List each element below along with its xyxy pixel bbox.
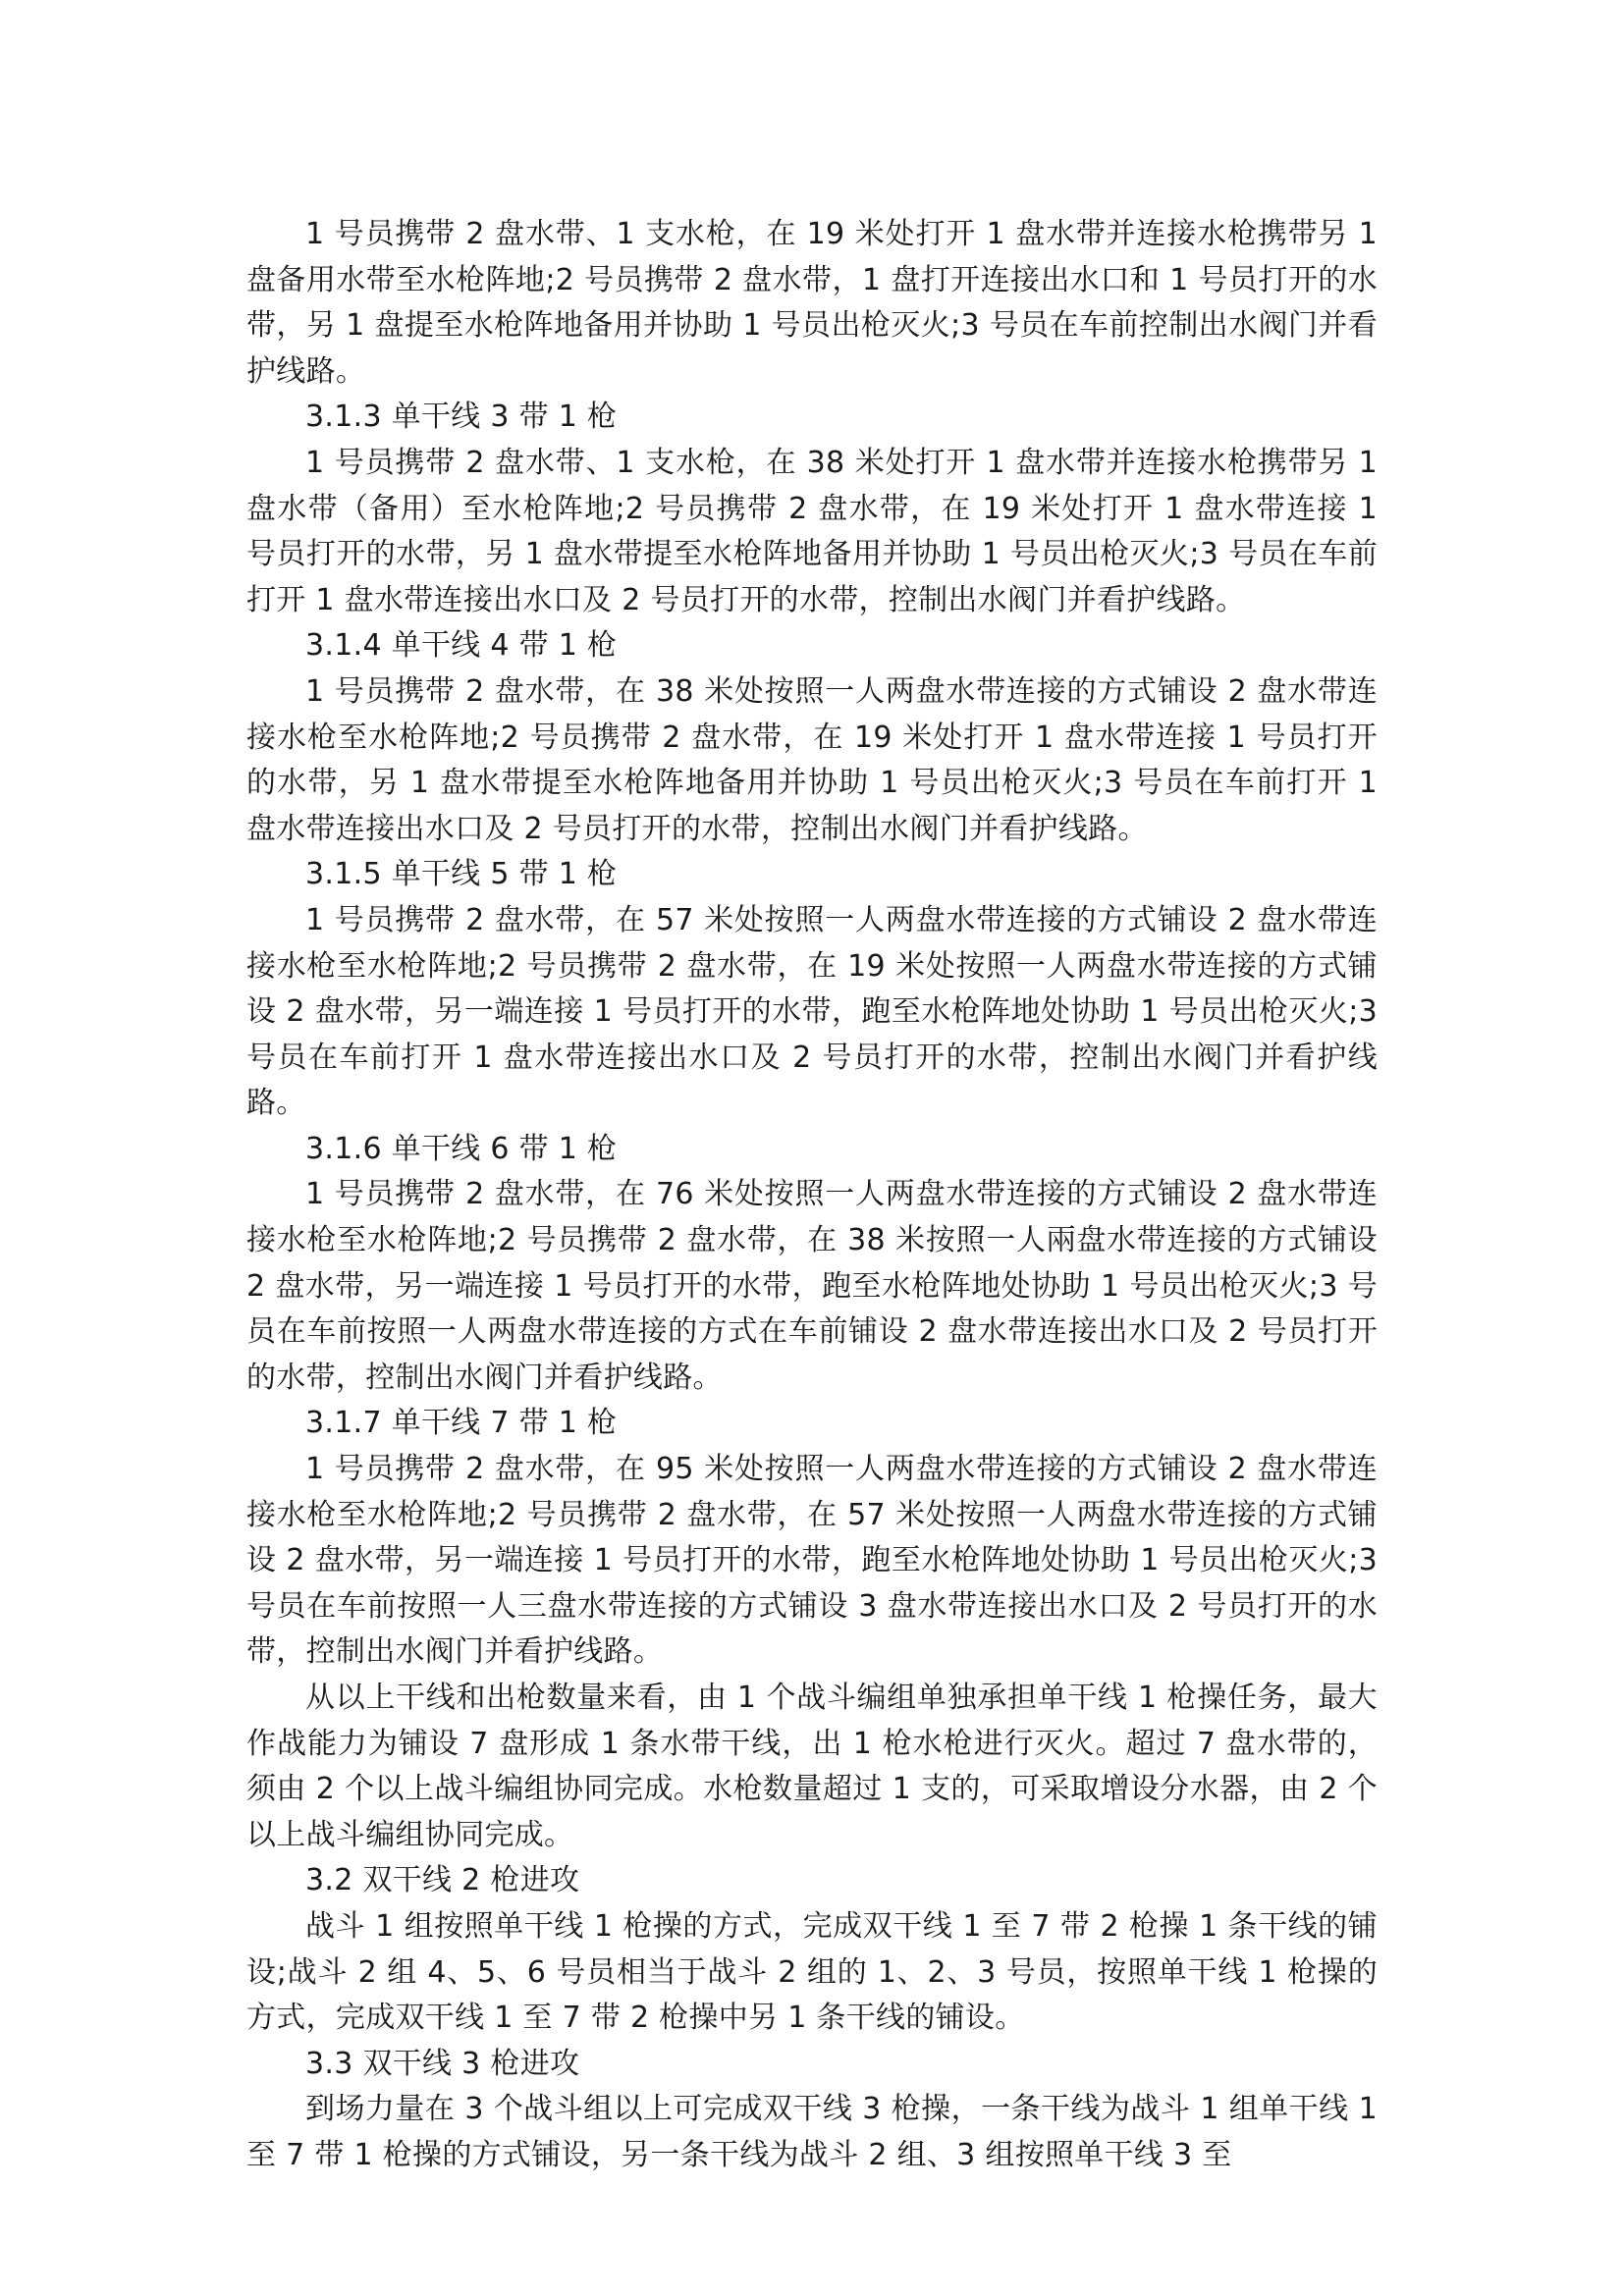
document-body: [246, 212, 1378, 2179]
paragraph-3-1-4: 1 号员携带 2 盘水带，在 38 米处按照一人两盘水带连接的方式铺设 2 盘水带连接水枪至水枪阵地;2 号员携带 2 盘水带，在 19 米处打开 1 盘水带连接 1 号员打开的水带，另 1 盘水带提至水枪阵地备用并协助 1 号员出枪灭火;3 号员在车前打开 1 盘水带连接出水口及 2 号员打开的水带，控制出水阀门并看护线路。: [246, 673, 1378, 846]
heading-3-1-3: 3.1.3 单干线 3 带 1 枪: [305, 400, 618, 435]
paragraph-crew-2-hoses: 1 号员携带 2 盘水带、1 支水枪，在 19 米处打开 1 盘水带并连接水枪携带另 1 盘备用水带至水枪阵地;2 号员携带 2 盘水带，1 盘打开连接出水口和 1 号员打开的水带，另 1 盘提至水枪阵地备用并协助 1 号员出枪灭火;3 号员在车前控制出水阀门并看护线路。: [246, 217, 1378, 389]
heading-3-1-6: 3.1.6 单干线 6 带 1 枪: [305, 1131, 618, 1166]
paragraph-3-1-6: 1 号员携带 2 盘水带，在 76 米处按照一人两盘水带连接的方式铺设 2 盘水带连接水枪至水枪阵地;2 号员携带 2 盘水带，在 38 米按照一人兩盘水带连接的方式铺设 2 盘水带，另一端连接 1 号员打开的水带，跑至水枪阵地处协助 1 号员出枪灭火;3 号员在车前按照一人两盘水带连接的方式在车前铺设 2 盘水带连接出水口及 2 号员打开的水带，控制出水阀门并看护线路。: [246, 1177, 1378, 1395]
heading-3-1-4: 3.1.4 单干线 4 带 1 枪: [305, 628, 618, 664]
paragraph-3-1-3: 1 号员携带 2 盘水带、1 支水枪，在 38 米处打开 1 盘水带并连接水枪携带另 1 盘水带（备用）至水枪阵地;2 号员携带 2 盘水带，在 19 米处打开 1 盘水带连接 1 号员打开的水带，另 1 盘水带提至水枪阵地备用并协助 1 号员出枪灭火;3 号员在车前打开 1 盘水带连接出水口及 2 号员打开的水带，控制出水阀门并看护线路。: [246, 445, 1378, 617]
paragraph-3-1-7: 1 号员携带 2 盘水带，在 95 米处按照一人两盘水带连接的方式铺设 2 盘水带连接水枪至水枪阵地;2 号员携带 2 盘水带，在 57 米处按照一人两盘水带连接的方式铺设 2 盘水带，另一端连接 1 号员打开的水带，跑至水枪阵地处协助 1 号员出枪灭火;3 号员在车前按照一人三盘水带连接的方式铺设 3 盘水带连接出水口及 2 号员打开的水带，控制出水阀门并看护线路。: [246, 1452, 1378, 1670]
heading-3-3: 3.3 双干线 3 枪进攻: [305, 2046, 580, 2081]
heading-3-1-5: 3.1.5 单干线 5 带 1 枪: [305, 857, 618, 892]
paragraph-3-2: 战斗 1 组按照单干线 1 枪操的方式，完成双干线 1 至 7 带 2 枪操 1 条干线的铺设;战斗 2 组 4、5、6 号员相当于战斗 2 组的 1、2、3 号员，按照单干线 1 枪操的方式，完成双干线 1 至 7 带 2 枪操中另 1 条干线的铺设。: [246, 1908, 1378, 2036]
paragraph-3-3: 到场力量在 3 个战斗组以上可完成双干线 3 枪操，一条干线为战斗 1 组单干线 1 至 7 带 1 枪操的方式铺设，另一条干线为战斗 2 组、3 组按照单干线 3 至: [246, 2092, 1378, 2172]
heading-3-2: 3.2 双干线 2 枪进攻: [305, 1863, 580, 1898]
paragraph-3-1-5: 1 号员携带 2 盘水带，在 57 米处按照一人两盘水带连接的方式铺设 2 盘水带连接水枪至水枪阵地;2 号员携带 2 盘水带，在 19 米处按照一人两盘水带连接的方式铺设 2 盘水带，另一端连接 1 号员打开的水带，跑至水枪阵地处协助 1 号员出枪灭火;3 号员在车前打开 1 盘水带连接出水口及 2 号员打开的水带，控制出水阀门并看护线路。: [246, 902, 1378, 1121]
heading-3-1-7: 3.1.7 单干线 7 带 1 枪: [305, 1406, 618, 1441]
paragraph-summary: 从以上干线和出枪数量来看，由 1 个战斗编组单独承担单干线 1 枪操任务，最大作战能力为铺设 7 盘形成 1 条水带干线，出 1 枪水枪进行灭火。超过 7 盘水带的，须由 2 个以上战斗编组协同完成。水枪数量超过 1 支的，可采取增设分水器，由 2 个以上战斗编组协同完成。: [246, 1681, 1378, 1852]
